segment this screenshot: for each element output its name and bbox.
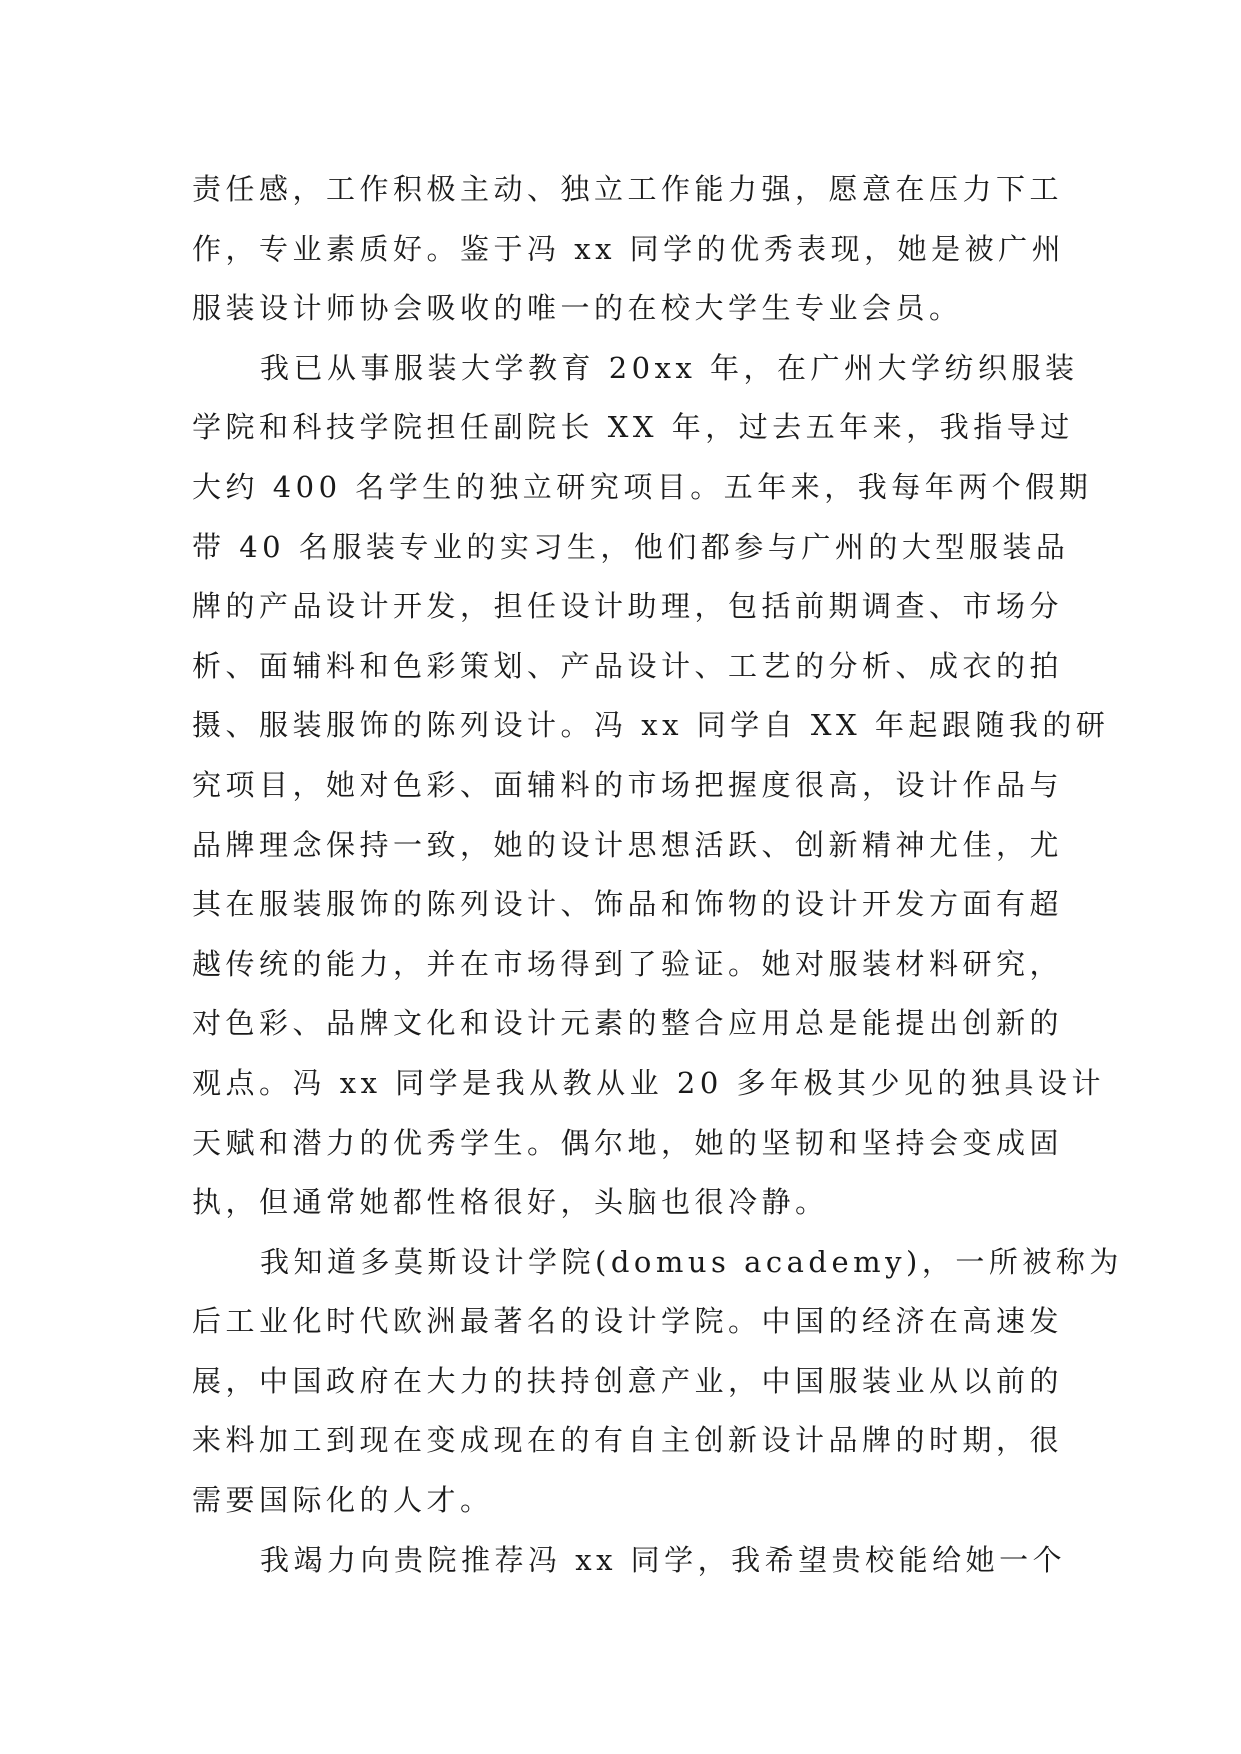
text-line: 大约 400 名学生的独立研究项目。五年来，我每年两个假期 xyxy=(192,469,1093,504)
text-line: 展，中国政府在大力的扶持创意产业，中国服装业从以前的 xyxy=(192,1363,1064,1398)
text-line: 后工业化时代欧洲最著名的设计学院。中国的经济在高速发 xyxy=(192,1304,1064,1339)
text-line: 牌的产品设计开发，担任设计助理，包括前期调查、市场分 xyxy=(192,589,1064,624)
paragraph-start-line: 我知道多莫斯设计学院(domus academy)，一所被称为 xyxy=(260,1244,1123,1279)
text-line: 品牌理念保持一致，她的设计思想活跃、创新精神尤佳，尤 xyxy=(192,827,1064,862)
text-line: 来料加工到现在变成现在的有自主创新设计品牌的时期，很 xyxy=(192,1423,1064,1458)
text-line: 带 40 名服装专业的实习生，他们都参与广州的大型服装品 xyxy=(192,529,1070,564)
text-line: 析、面辅料和色彩策划、产品设计、工艺的分析、成衣的拍 xyxy=(192,648,1064,683)
text-line: 作，专业素质好。鉴于冯 xx 同学的优秀表现，她是被广州 xyxy=(192,231,1066,266)
paragraph-start-line: 我竭力向贵院推荐冯 xx 同学，我希望贵校能给她一个 xyxy=(260,1542,1067,1577)
text-line: 越传统的能力，并在市场得到了验证。她对服装材料研究， xyxy=(192,946,1064,981)
text-line: 需要国际化的人才。 xyxy=(192,1483,494,1518)
text-line: 天赋和潜力的优秀学生。偶尔地，她的坚韧和坚持会变成固 xyxy=(192,1125,1064,1160)
text-line: 服装设计师协会吸收的唯一的在校大学生专业会员。 xyxy=(192,291,963,326)
text-line: 学院和科技学院担任副院长 XX 年，过去五年来，我指导过 xyxy=(192,410,1074,445)
text-line: 责任感，工作积极主动、独立工作能力强，愿意在压力下工 xyxy=(192,172,1064,206)
text-line: 究项目，她对色彩、面辅料的市场把握度很高，设计作品与 xyxy=(192,767,1064,802)
text-line: 其在服装服饰的陈列设计、饰品和饰物的设计开发方面有超 xyxy=(192,887,1064,922)
text-line: 执，但通常她都性格很好，头脑也很冷静。 xyxy=(192,1185,829,1220)
text-line: 对色彩、品牌文化和设计元素的整合应用总是能提出创新的 xyxy=(192,1006,1064,1041)
text-line: 观点。冯 xx 同学是我从教从业 20 多年极其少见的独具设计 xyxy=(192,1065,1105,1100)
letter-body xyxy=(192,160,1123,1590)
paragraph-start-line: 我已从事服装大学教育 20xx 年，在广州大学纺织服装 xyxy=(260,350,1079,385)
text-line: 摄、服装服饰的陈列设计。冯 xx 同学自 XX 年起跟随我的研 xyxy=(192,708,1110,743)
